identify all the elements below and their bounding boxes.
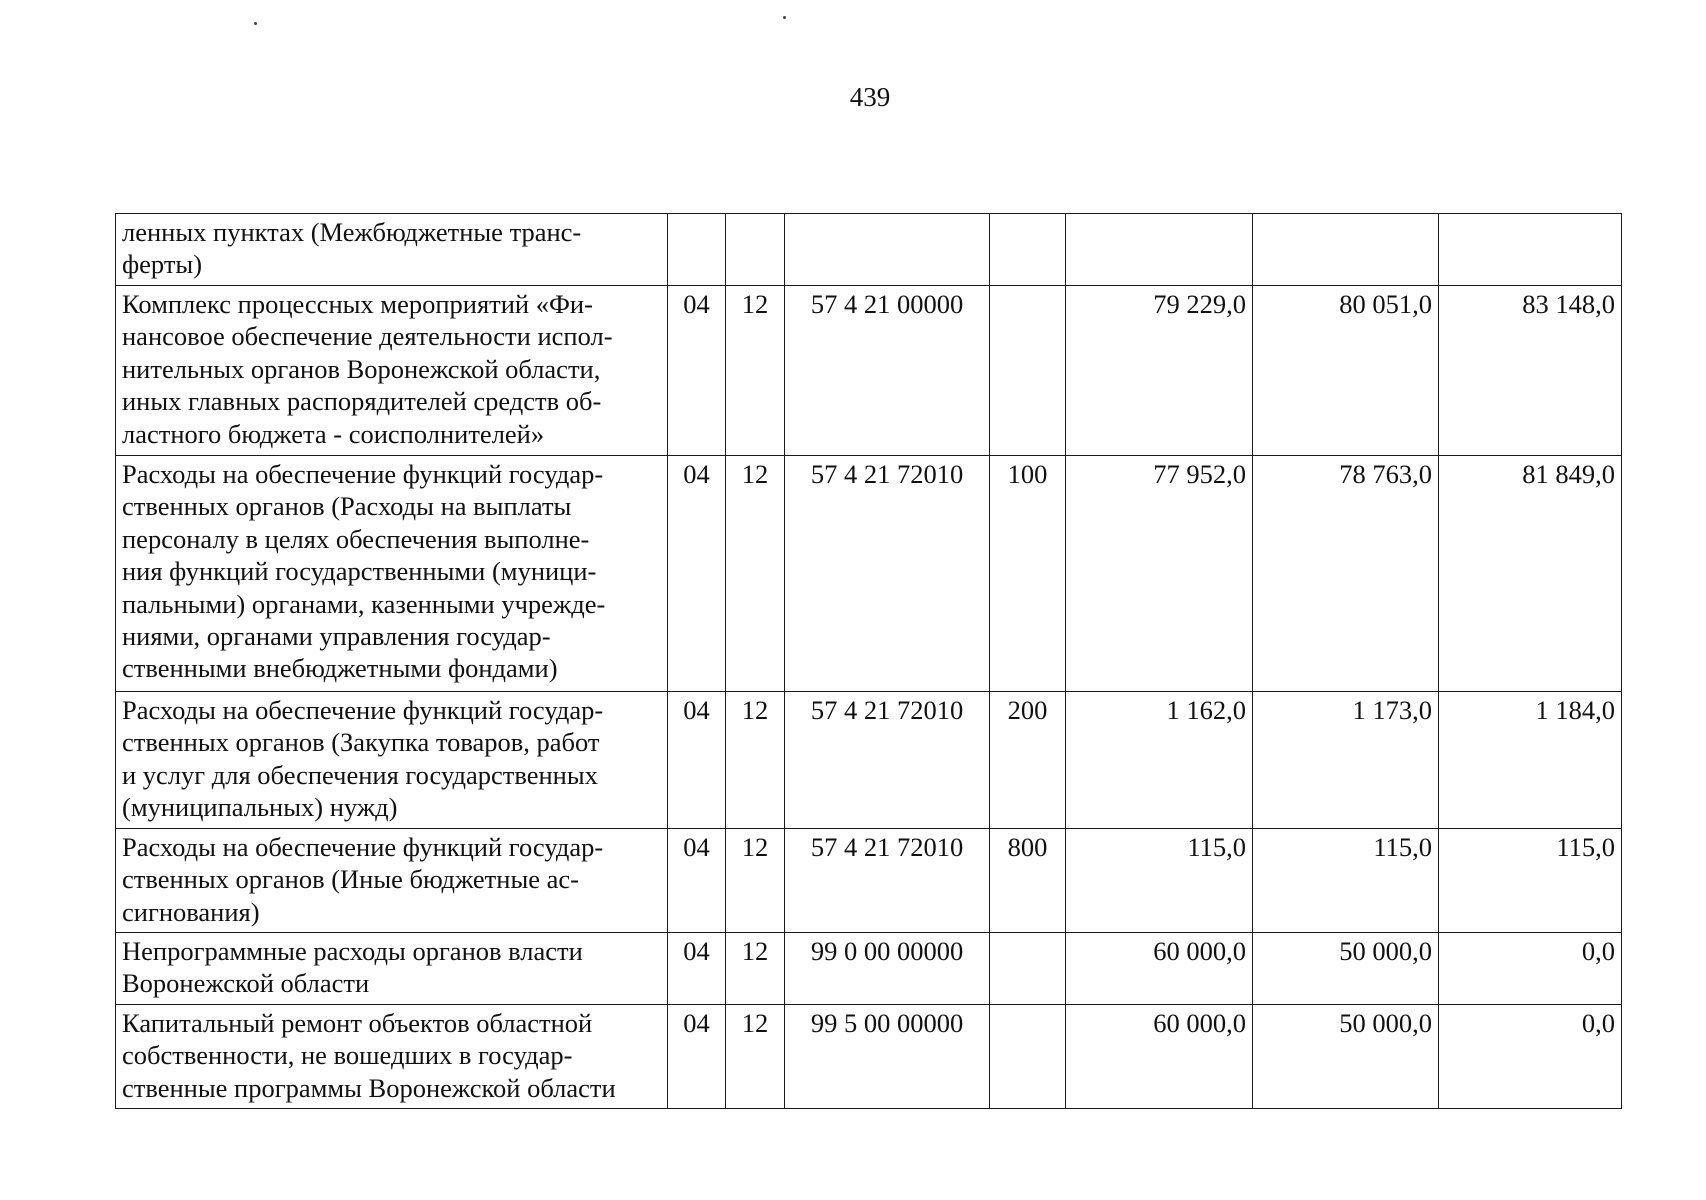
- row-name-cell: Расходы на обеспечение функций государ- ственных органов (Расходы на выплаты персоналу в целях обеспечения выполне- ния функций государственными (муници- пальными) органами, казенными учрежде- ниями, органами управления государ- ственными внебюджетными фондами): [116, 456, 668, 692]
- target-article-cell: 57 4 21 72010: [785, 829, 990, 933]
- amount-year-2-cell: 80 051,0: [1253, 286, 1439, 456]
- amount-year-3-cell: 115,0: [1439, 829, 1622, 933]
- table-row: [116, 692, 1622, 829]
- expense-type-cell: 800: [990, 829, 1066, 933]
- section-code-cell: 04: [668, 692, 726, 829]
- budget-table: [115, 213, 1622, 1109]
- row-name-cell: ленных пунктах (Межбюджетные транс- ферты): [116, 214, 668, 286]
- table-row: [116, 286, 1622, 456]
- amount-year-1-cell: 1 162,0: [1066, 692, 1253, 829]
- subsection-code-cell: 12: [726, 286, 785, 456]
- amount-year-3-cell: 81 849,0: [1439, 456, 1622, 692]
- amount-year-1-cell: 60 000,0: [1066, 933, 1253, 1005]
- amount-year-3-cell: 0,0: [1439, 933, 1622, 1005]
- row-name-cell: Комплекс процессных мероприятий «Фи- нансовое обеспечение деятельности испол- нительных органов Воронежской области, иных главных распорядителей средств об- ластного бюджета - соисполнителей»: [116, 286, 668, 456]
- target-article-cell: 57 4 21 72010: [785, 692, 990, 829]
- table-row: [116, 829, 1622, 933]
- target-article-cell: 99 5 00 00000: [785, 1005, 990, 1109]
- row-name-cell: Расходы на обеспечение функций государ- ственных органов (Иные бюджетные ас- сигнования): [116, 829, 668, 933]
- subsection-code-cell: 12: [726, 692, 785, 829]
- expense-type-cell: 200: [990, 692, 1066, 829]
- amount-year-3-cell: [1439, 214, 1622, 286]
- amount-year-2-cell: 115,0: [1253, 829, 1439, 933]
- amount-year-3-cell: 83 148,0: [1439, 286, 1622, 456]
- amount-year-3-cell: 1 184,0: [1439, 692, 1622, 829]
- section-code-cell: 04: [668, 933, 726, 1005]
- table-row: [116, 1005, 1622, 1109]
- scan-speck: [254, 22, 257, 25]
- amount-year-1-cell: [1066, 214, 1253, 286]
- amount-year-1-cell: 115,0: [1066, 829, 1253, 933]
- amount-year-2-cell: 50 000,0: [1253, 933, 1439, 1005]
- subsection-code-cell: 12: [726, 829, 785, 933]
- row-name-cell: Расходы на обеспечение функций государ- ственных органов (Закупка товаров, работ и услуг для обеспечения государственных (муниципальных) нужд): [116, 692, 668, 829]
- table-row: [116, 214, 1622, 286]
- amount-year-2-cell: 78 763,0: [1253, 456, 1439, 692]
- target-article-cell: 57 4 21 72010: [785, 456, 990, 692]
- scan-speck: [783, 16, 786, 19]
- expense-type-cell: 100: [990, 456, 1066, 692]
- table-row: [116, 933, 1622, 1005]
- amount-year-1-cell: 77 952,0: [1066, 456, 1253, 692]
- subsection-code-cell: 12: [726, 456, 785, 692]
- section-code-cell: 04: [668, 286, 726, 456]
- table-row: [116, 456, 1622, 692]
- amount-year-1-cell: 60 000,0: [1066, 1005, 1253, 1109]
- page-number: 439: [849, 82, 891, 112]
- expense-type-cell: [990, 1005, 1066, 1109]
- subsection-code-cell: 12: [726, 933, 785, 1005]
- row-name-cell: Непрограммные расходы органов власти Воронежской области: [116, 933, 668, 1005]
- amount-year-2-cell: 50 000,0: [1253, 1005, 1439, 1109]
- expense-type-cell: [990, 214, 1066, 286]
- expense-type-cell: [990, 933, 1066, 1005]
- amount-year-2-cell: [1253, 214, 1439, 286]
- amount-year-2-cell: 1 173,0: [1253, 692, 1439, 829]
- section-code-cell: [668, 214, 726, 286]
- target-article-cell: [785, 214, 990, 286]
- subsection-code-cell: 12: [726, 1005, 785, 1109]
- section-code-cell: 04: [668, 1005, 726, 1109]
- row-name-cell: Капитальный ремонт объектов областной собственности, не вошедших в государ- ственные программы Воронежской области: [116, 1005, 668, 1109]
- amount-year-1-cell: 79 229,0: [1066, 286, 1253, 456]
- subsection-code-cell: [726, 214, 785, 286]
- target-article-cell: 99 0 00 00000: [785, 933, 990, 1005]
- section-code-cell: 04: [668, 456, 726, 692]
- target-article-cell: 57 4 21 00000: [785, 286, 990, 456]
- expense-type-cell: [990, 286, 1066, 456]
- section-code-cell: 04: [668, 829, 726, 933]
- amount-year-3-cell: 0,0: [1439, 1005, 1622, 1109]
